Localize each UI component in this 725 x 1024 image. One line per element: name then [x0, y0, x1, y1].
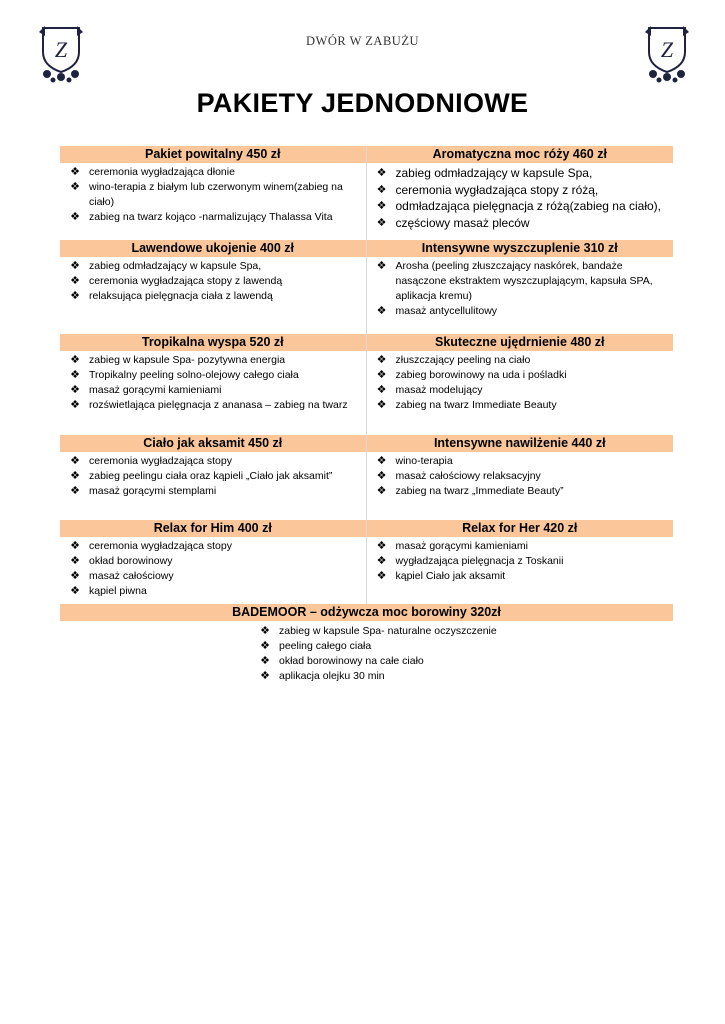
list-item: ❖ zabieg odmładzający w kapsule Spa,	[375, 165, 666, 182]
list-item: ❖ zabieg borowinowy na uda i pośladki	[375, 368, 666, 383]
bullet-icon: ❖	[70, 455, 80, 467]
list-item: ❖ zabieg peelingu ciała oraz kąpieli „Ciało jak aksamit”	[68, 469, 358, 484]
list-item: ❖ kąpiel piwna	[68, 584, 358, 599]
list-item: ❖ aplikacja olejku 30 min	[258, 669, 558, 684]
bullet-icon: ❖	[70, 555, 80, 567]
package-title: Ciało jak aksamit 450 zł	[60, 435, 366, 452]
list-item: ❖ ceremonia wygładzająca stopy z różą,	[375, 182, 666, 199]
svg-text:Z: Z	[660, 37, 674, 62]
list-item: ❖ wino-terapia z białym lub czerwonym winem(zabieg na ciało)	[68, 180, 358, 210]
list-item: ❖ zabieg na twarz kojąco -narmalizujący Thalassa Vita	[68, 210, 358, 225]
bullet-icon: ❖	[70, 166, 80, 178]
package-title: BADEMOOR – odżywcza moc borowiny 320zł	[60, 604, 673, 621]
list-item: ❖ złuszczający peeling na ciało	[375, 353, 666, 368]
bullet-icon: ❖	[376, 540, 387, 552]
package-title: Tropikalna wyspa 520 zł	[60, 334, 366, 351]
bullet-icon: ❖	[376, 485, 387, 497]
list-item: ❖ Arosha (peeling złuszczający naskórek, bandaże nasączone ekstraktem wyszczuplającym, kapsuła SPA, aplikacja kremu)	[375, 259, 666, 304]
bullet-icon: ❖	[376, 305, 387, 317]
list-item: ❖ peeling całego ciała	[258, 639, 558, 654]
list-item: ❖ wino-terapia	[375, 454, 666, 469]
list-item: ❖ wygładzająca pielęgnacja z Toskanii	[375, 554, 666, 569]
list-item: ❖ rozświetlająca pielęgnacja z ananasa – zabieg na twarz	[68, 398, 358, 413]
list-item: ❖ ceremonia wygładzająca stopy	[68, 539, 358, 554]
package-card	[60, 334, 367, 435]
package-row	[60, 240, 673, 334]
list-item: ❖ ceremonia wygładzająca stopy	[68, 454, 358, 469]
packages-table	[60, 146, 673, 684]
package-card	[367, 240, 674, 334]
bullet-icon: ❖	[70, 290, 80, 302]
package-title: Intensywne wyszczuplenie 310 zł	[367, 240, 674, 257]
bullet-icon: ❖	[70, 585, 80, 597]
list-item: ❖ odmładzająca pielęgnacja z różą(zabieg na ciało),	[375, 198, 666, 215]
bullet-icon: ❖	[70, 181, 80, 193]
package-row	[60, 435, 673, 520]
list-item: ❖ okład borowinowy	[68, 554, 358, 569]
list-item: ❖ masaż całościowy	[68, 569, 358, 584]
svg-text:Z: Z	[54, 37, 68, 62]
list-item: ❖ masaż gorącymi kamieniami	[375, 539, 666, 554]
list-item: ❖ okład borowinowy na całe ciało	[258, 654, 558, 669]
package-title: Relax for Him 400 zł	[60, 520, 366, 537]
package-title: Aromatyczna moc róży 460 zł	[367, 146, 674, 163]
bullet-icon: ❖	[376, 354, 387, 366]
bullet-icon: ❖	[260, 670, 270, 682]
package-row	[60, 520, 673, 604]
package-card	[60, 520, 367, 604]
package-row	[60, 146, 673, 240]
bullet-icon: ❖	[376, 384, 387, 396]
list-item: ❖ masaż antycellulitowy	[375, 304, 666, 319]
list-item: ❖ zabieg odmładzający w kapsule Spa,	[68, 259, 358, 274]
bullet-icon: ❖	[376, 455, 387, 467]
bullet-icon: ❖	[70, 275, 80, 287]
list-item: ❖ masaż modelujący	[375, 383, 666, 398]
list-item: ❖ zabieg na twarz „Immediate Beauty”	[375, 484, 666, 499]
package-card	[367, 146, 674, 240]
bullet-icon: ❖	[70, 570, 80, 582]
bullet-icon: ❖	[376, 200, 387, 212]
package-title: Relax for Her 420 zł	[367, 520, 674, 537]
bullet-icon: ❖	[376, 167, 387, 179]
bullet-icon: ❖	[376, 570, 387, 582]
bullet-icon: ❖	[70, 369, 80, 381]
package-card	[60, 146, 367, 240]
bullet-icon: ❖	[70, 260, 80, 272]
list-item: ❖ zabieg w kapsule Spa- naturalne oczyszczenie	[258, 624, 558, 639]
package-card	[60, 435, 367, 520]
list-item: ❖ masaż całościowy relaksacyjny	[375, 469, 666, 484]
bullet-icon: ❖	[376, 369, 387, 381]
list-item: ❖ relaksująca pielęgnacja ciała z lawendą	[68, 289, 358, 304]
crest-logo-right	[643, 22, 691, 84]
bullet-icon: ❖	[376, 216, 387, 229]
bullet-icon: ❖	[376, 470, 387, 482]
brand-name: DWÓR W ZABUŻU	[306, 34, 419, 48]
list-item: ❖ kąpiel Ciało jak aksamit	[375, 569, 666, 584]
list-item: ❖ Tropikalny peeling solno-olejowy całego ciała	[68, 368, 358, 383]
package-card	[367, 334, 674, 435]
package-title: Intensywne nawilżenie 440 zł	[367, 435, 674, 452]
bullet-icon: ❖	[70, 399, 80, 411]
bullet-icon: ❖	[70, 470, 80, 482]
package-card	[367, 520, 674, 604]
bullet-icon: ❖	[260, 640, 270, 652]
list-item: ❖ częściowy masaż pleców	[375, 215, 666, 232]
package-title: Pakiet powitalny 450 zł	[60, 146, 366, 163]
list-item: ❖ zabieg w kapsule Spa- pozytywna energia	[68, 353, 358, 368]
bullet-icon: ❖	[260, 655, 270, 667]
bullet-icon: ❖	[376, 555, 387, 567]
bullet-icon: ❖	[70, 485, 80, 497]
bullet-icon: ❖	[376, 183, 387, 196]
bullet-icon: ❖	[70, 211, 80, 223]
package-card	[367, 435, 674, 520]
package-row	[60, 334, 673, 435]
list-item: ❖ masaż gorącymi kamieniami	[68, 383, 358, 398]
bullet-icon: ❖	[376, 399, 387, 411]
package-title: Skuteczne ujędrnienie 480 zł	[367, 334, 674, 351]
list-item: ❖ ceremonia wygładzająca dłonie	[68, 165, 358, 180]
list-item: ❖ masaż gorącymi stemplami	[68, 484, 358, 499]
package-card	[60, 240, 367, 334]
bullet-icon: ❖	[70, 540, 80, 552]
package-card-full	[60, 604, 673, 684]
bullet-icon: ❖	[70, 384, 80, 396]
bullet-icon: ❖	[260, 625, 270, 637]
package-title: Lawendowe ukojenie 400 zł	[60, 240, 366, 257]
page-title: PAKIETY JEDNODNIOWE	[196, 88, 529, 118]
bullet-icon: ❖	[376, 260, 387, 272]
list-item: ❖ zabieg na twarz Immediate Beauty	[375, 398, 666, 413]
bullet-icon: ❖	[70, 354, 80, 366]
crest-logo-left	[37, 22, 85, 84]
list-item: ❖ ceremonia wygładzająca stopy z lawendą	[68, 274, 358, 289]
